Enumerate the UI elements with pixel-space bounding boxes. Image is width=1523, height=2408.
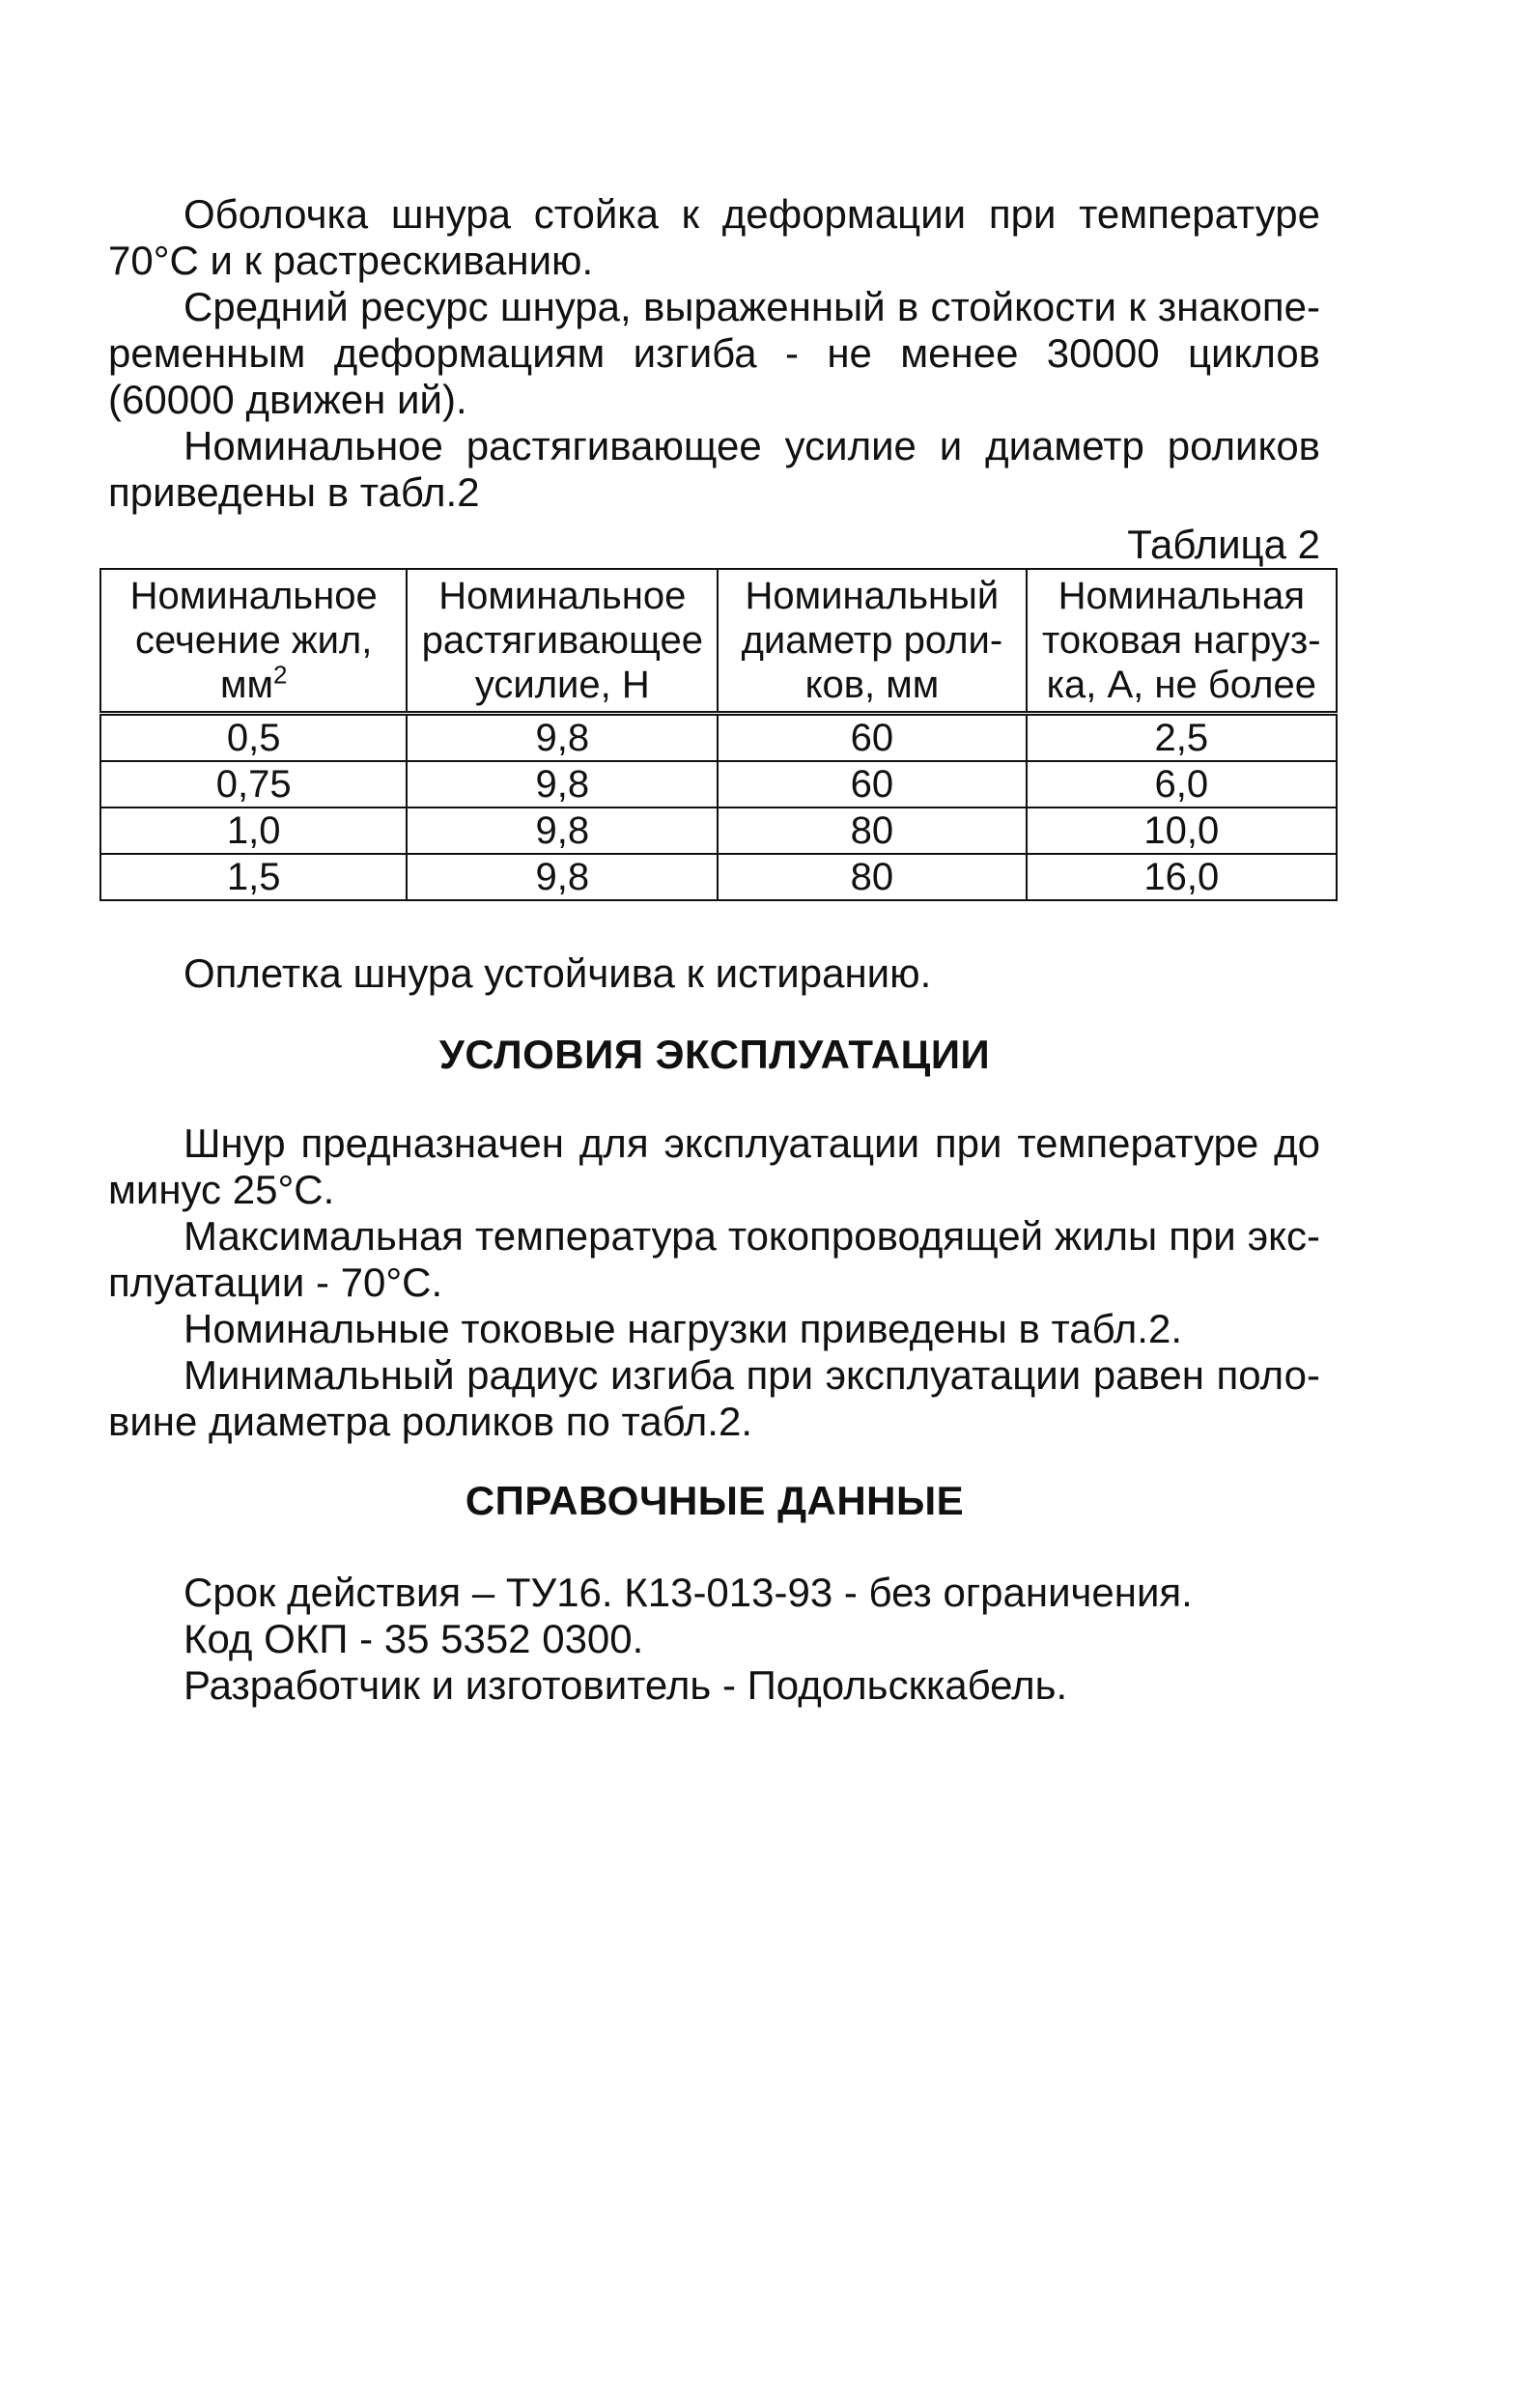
operation-p1-line-2: минус 25°С. (108, 1167, 335, 1212)
table-row (100, 807, 1337, 854)
reference-text (108, 1570, 1320, 1709)
header-line: диаметр роли- (741, 619, 1003, 662)
intro-p2-line-1: Средний ресурс шнура, выраженный в стойкости к знакопе- (183, 284, 1320, 329)
intro-text (108, 191, 1320, 516)
header-line: сечение жил, (135, 619, 373, 662)
header-line: Номинальный (745, 575, 1000, 617)
table-cell: 1,5 (100, 854, 407, 900)
header-line: усилие, Н (474, 664, 650, 706)
after-table-line: Оплетка шнура устойчива к истиранию. (183, 950, 932, 996)
operation-p4-line-2: вине диаметра роликов по табл.2. (108, 1399, 752, 1444)
operation-text (108, 1120, 1320, 1445)
table-cell: 80 (718, 807, 1026, 854)
section-title-operation: УСЛОВИЯ ЭКСПЛУАТАЦИИ (438, 1032, 991, 1077)
operation-p2-line-2: плуатации - 70°С. (108, 1260, 443, 1305)
reference-line-3: Разработчик и изготовитель - Подольсккабель. (183, 1662, 1068, 1708)
table-cell: 80 (718, 854, 1026, 900)
unit-text: мм (219, 664, 273, 706)
table-cell: 60 (718, 761, 1026, 807)
header-line (105, 660, 402, 707)
header-line: растягивающее (421, 619, 703, 662)
table-cell: 9,8 (407, 854, 718, 900)
reference-line-2: Код ОКП - 35 5352 0300. (183, 1616, 644, 1661)
table-cell: 60 (718, 714, 1026, 762)
table-header-row (100, 569, 1337, 714)
table-cell: 0,5 (100, 714, 407, 762)
header-line: ков, мм (804, 664, 940, 706)
table-cell: 2,5 (1027, 714, 1337, 762)
header-current-load (1027, 569, 1337, 714)
table-cell: 9,8 (407, 714, 718, 762)
table-row (100, 714, 1337, 762)
header-tensile-force (407, 569, 718, 714)
table-cell: 16,0 (1027, 854, 1337, 900)
table-caption: Таблица 2 (1127, 522, 1320, 567)
table-cell: 9,8 (407, 761, 718, 807)
table-cell: 10,0 (1027, 807, 1337, 854)
intro-p1-line-2: 70°С и к растрескиванию. (108, 238, 594, 283)
operation-p4-line-1: Минимальный радиус изгиба при эксплуатации равен поло- (183, 1352, 1320, 1398)
table-row (100, 761, 1337, 807)
header-roller-diameter (718, 569, 1026, 714)
intro-p2-line-3: (60000 движен ий). (108, 377, 467, 422)
intro-p1-line-1: Оболочка шнура стойка к деформации при температуре (183, 191, 1320, 237)
section-title-reference: СПРАВОЧНЫЕ ДАННЫЕ (465, 1478, 965, 1523)
header-cross-section (100, 569, 407, 714)
intro-p3-line-1: Номинальное растягивающее усилие и диаметр роликов (183, 423, 1320, 468)
after-table-text (108, 950, 1320, 997)
unit-superscript: 2 (272, 660, 288, 690)
reference-line-1: Срок действия – ТУ16. К13-013-93 - без ограничения. (183, 1570, 1193, 1615)
table-cell: 1,0 (100, 807, 407, 854)
header-line: Номинальное (438, 575, 687, 617)
header-line: Номинальное (129, 575, 378, 617)
table-cell: 6,0 (1027, 761, 1337, 807)
operation-p3-line: Номинальные токовые нагрузки приведены в табл.2. (183, 1306, 1182, 1351)
operation-p2-line-1: Максимальная температура токопроводящей жилы при экс- (183, 1213, 1320, 1259)
header-line: ка, А, не более (1046, 664, 1316, 706)
table-cell: 0,75 (100, 761, 407, 807)
header-line: токовая нагруз- (1042, 619, 1321, 662)
header-line: Номинальная (1058, 575, 1306, 617)
intro-p3-line-2: приведены в табл.2 (108, 469, 480, 515)
operation-p1-line-1: Шнур предназначен для эксплуатации при температуре до (183, 1120, 1320, 1166)
table-cell: 9,8 (407, 807, 718, 854)
table-row (100, 854, 1337, 900)
spec-table (99, 568, 1338, 901)
intro-p2-line-2: ременным деформациям изгиба - не менее 30000 циклов (108, 330, 1320, 376)
